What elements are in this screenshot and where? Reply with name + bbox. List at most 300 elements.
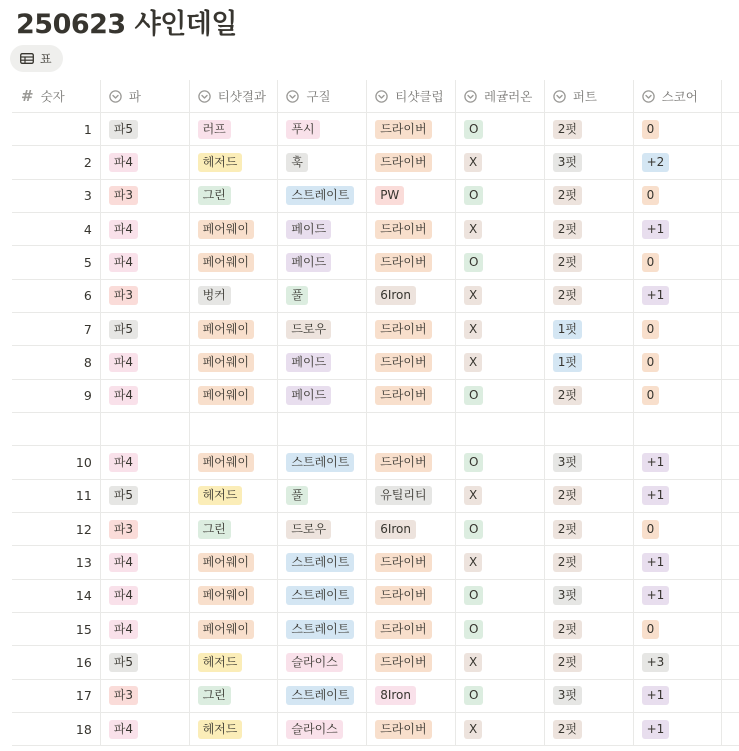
- cell-tee-result[interactable]: [190, 380, 279, 412]
- column-header-par[interactable]: [101, 80, 190, 112]
- tag-score: 0: [642, 320, 660, 339]
- tag-tee-club: 드라이버: [375, 353, 431, 372]
- cell-par[interactable]: [101, 346, 190, 378]
- cell-gir[interactable]: [456, 380, 545, 412]
- cell-putt[interactable]: [545, 113, 634, 145]
- tag-par: 파4: [109, 586, 138, 605]
- tag-par: 파4: [109, 720, 138, 739]
- cell-tee-club[interactable]: [367, 413, 456, 445]
- tag-tee-club: 드라이버: [375, 553, 431, 572]
- select-chevron-icon: [464, 90, 477, 103]
- select-chevron-icon: [375, 90, 388, 103]
- cell-gir[interactable]: [456, 113, 545, 145]
- cell-tee-result[interactable]: [190, 513, 279, 545]
- tag-score: +1: [642, 686, 670, 705]
- tag-tee-result: 페어웨이: [198, 353, 254, 372]
- table-row[interactable]: [12, 480, 739, 513]
- tag-tee-club: 유틸리티: [375, 486, 431, 505]
- tag-score: +2: [642, 153, 670, 172]
- cell-putt[interactable]: [545, 680, 634, 712]
- cell-spacer: [722, 113, 739, 145]
- cell-gir[interactable]: [456, 513, 545, 545]
- cell-par[interactable]: [101, 713, 190, 745]
- cell-tee-club[interactable]: [367, 346, 456, 378]
- cell-score[interactable]: [634, 313, 723, 345]
- tag-ball-flight: 풀: [286, 286, 308, 305]
- cell-number[interactable]: 18: [12, 713, 101, 745]
- cell-tee-result[interactable]: [190, 613, 279, 645]
- tag-gir: O: [464, 453, 483, 472]
- cell-tee-club[interactable]: [367, 546, 456, 578]
- cell-score[interactable]: [634, 713, 723, 745]
- column-header-label: 레귤러온: [484, 89, 533, 104]
- tag-tee-club: 드라이버: [375, 453, 431, 472]
- cell-putt[interactable]: [545, 413, 634, 445]
- cell-number[interactable]: 15: [12, 613, 101, 645]
- cell-ball-flight[interactable]: [278, 113, 367, 145]
- cell-number[interactable]: 6: [12, 280, 101, 312]
- tag-tee-club: 드라이버: [375, 253, 431, 272]
- cell-ball-flight[interactable]: [278, 480, 367, 512]
- cell-ball-flight[interactable]: [278, 180, 367, 212]
- table-row[interactable]: [12, 580, 739, 613]
- tag-tee-club: 8Iron: [375, 686, 416, 705]
- cell-gir[interactable]: [456, 546, 545, 578]
- column-header-gir[interactable]: [456, 80, 545, 112]
- tag-ball-flight: 스트레이트: [286, 686, 354, 705]
- select-chevron-icon: [553, 90, 566, 103]
- cell-number[interactable]: 13: [12, 546, 101, 578]
- tag-tee-result: 페어웨이: [198, 620, 254, 639]
- cell-number[interactable]: 4: [12, 213, 101, 245]
- tag-tee-club: PW: [375, 186, 404, 205]
- cell-tee-club[interactable]: [367, 113, 456, 145]
- cell-tee-club[interactable]: [367, 313, 456, 345]
- tag-score: +1: [642, 486, 670, 505]
- cell-tee-result[interactable]: [190, 213, 279, 245]
- cell-spacer: [722, 580, 739, 612]
- tag-tee-result: 페어웨이: [198, 453, 254, 472]
- tag-score: 0: [642, 120, 660, 139]
- cell-putt[interactable]: [545, 546, 634, 578]
- cell-spacer: [722, 680, 739, 712]
- cell-putt[interactable]: [545, 180, 634, 212]
- page-title: 250623 샤인데일: [16, 9, 237, 40]
- tag-tee-club: 드라이버: [375, 320, 431, 339]
- cell-ball-flight[interactable]: [278, 380, 367, 412]
- tag-tee-result: 페어웨이: [198, 386, 254, 405]
- tag-putt: 2펏: [553, 486, 582, 505]
- tag-gir: O: [464, 520, 483, 539]
- column-header-tee-result[interactable]: [190, 80, 279, 112]
- cell-number[interactable]: 7: [12, 313, 101, 345]
- tag-ball-flight: 훅: [286, 153, 308, 172]
- cell-number[interactable]: 17: [12, 680, 101, 712]
- cell-par[interactable]: [101, 113, 190, 145]
- cell-number[interactable]: 14: [12, 580, 101, 612]
- tag-par: 파3: [109, 686, 138, 705]
- tag-tee-club: 드라이버: [375, 653, 431, 672]
- tag-score: +1: [642, 220, 670, 239]
- tag-score: +1: [642, 286, 670, 305]
- cell-par[interactable]: [101, 213, 190, 245]
- column-header-number[interactable]: [12, 80, 101, 112]
- cell-tee-club[interactable]: [367, 380, 456, 412]
- cell-putt[interactable]: [545, 213, 634, 245]
- cell-spacer: [722, 246, 739, 278]
- cell-score[interactable]: [634, 680, 723, 712]
- cell-score[interactable]: [634, 380, 723, 412]
- tag-ball-flight: 페이드: [286, 253, 331, 272]
- cell-score[interactable]: [634, 413, 723, 445]
- table-body: [12, 113, 739, 746]
- cell-number[interactable]: 2: [12, 146, 101, 178]
- tag-score: +1: [642, 553, 670, 572]
- cell-score[interactable]: [634, 113, 723, 145]
- cell-putt[interactable]: [545, 346, 634, 378]
- cell-ball-flight[interactable]: [278, 313, 367, 345]
- cell-tee-club[interactable]: [367, 680, 456, 712]
- tag-putt: 2펏: [553, 720, 582, 739]
- table-row[interactable]: [12, 113, 739, 146]
- table-row[interactable]: [12, 646, 739, 679]
- tag-tee-result: 헤저드: [198, 653, 243, 672]
- cell-gir[interactable]: [456, 580, 545, 612]
- tag-tee-result: 헤저드: [198, 153, 243, 172]
- cell-tee-result[interactable]: [190, 546, 279, 578]
- tag-putt: 3펏: [553, 153, 582, 172]
- cell-score[interactable]: [634, 513, 723, 545]
- tag-gir: X: [464, 720, 482, 739]
- cell-score[interactable]: [634, 180, 723, 212]
- cell-number[interactable]: 12: [12, 513, 101, 545]
- tag-ball-flight: 슬라이스: [286, 653, 342, 672]
- cell-tee-result[interactable]: [190, 413, 279, 445]
- cell-ball-flight[interactable]: [278, 613, 367, 645]
- cell-spacer: [722, 346, 739, 378]
- cell-number[interactable]: 16: [12, 646, 101, 678]
- cell-tee-club[interactable]: [367, 480, 456, 512]
- cell-putt[interactable]: [545, 313, 634, 345]
- tag-score: 0: [642, 253, 660, 272]
- cell-tee-club[interactable]: [367, 646, 456, 678]
- cell-tee-result[interactable]: [190, 313, 279, 345]
- table-row[interactable]: [12, 280, 739, 313]
- tag-par: 파5: [109, 320, 138, 339]
- cell-ball-flight[interactable]: [278, 680, 367, 712]
- cell-tee-result[interactable]: [190, 680, 279, 712]
- cell-spacer: [722, 280, 739, 312]
- table-row[interactable]: [12, 713, 739, 746]
- cell-putt[interactable]: [545, 446, 634, 478]
- tag-gir: O: [464, 120, 483, 139]
- cell-par[interactable]: [101, 613, 190, 645]
- cell-gir[interactable]: [456, 346, 545, 378]
- cell-tee-result[interactable]: [190, 713, 279, 745]
- cell-ball-flight[interactable]: [278, 713, 367, 745]
- cell-putt[interactable]: [545, 146, 634, 178]
- tag-gir: O: [464, 586, 483, 605]
- tag-tee-result: 그린: [198, 186, 231, 205]
- cell-ball-flight[interactable]: [278, 413, 367, 445]
- tag-tee-result: 페어웨이: [198, 586, 254, 605]
- tag-ball-flight: 스트레이트: [286, 453, 354, 472]
- cell-gir[interactable]: [456, 446, 545, 478]
- cell-tee-club[interactable]: [367, 713, 456, 745]
- tag-putt: 3펏: [553, 586, 582, 605]
- table-row[interactable]: [12, 180, 739, 213]
- view-tab-table[interactable]: [10, 45, 63, 72]
- table-row[interactable]: [12, 346, 739, 379]
- table-row[interactable]: [12, 546, 739, 579]
- tag-gir: X: [464, 486, 482, 505]
- cell-number[interactable]: 3: [12, 180, 101, 212]
- tag-putt: 2펏: [553, 386, 582, 405]
- table-row[interactable]: [12, 680, 739, 713]
- cell-par[interactable]: [101, 646, 190, 678]
- table-header: [12, 80, 739, 113]
- cell-putt[interactable]: [545, 713, 634, 745]
- cell-score[interactable]: [634, 213, 723, 245]
- tag-tee-club: 6Iron: [375, 520, 416, 539]
- tag-par: 파4: [109, 553, 138, 572]
- cell-gir[interactable]: [456, 213, 545, 245]
- cell-score[interactable]: [634, 613, 723, 645]
- column-header-label: 숫자: [40, 89, 65, 104]
- cell-score[interactable]: [634, 280, 723, 312]
- cell-par[interactable]: [101, 246, 190, 278]
- cell-score[interactable]: [634, 346, 723, 378]
- column-header-score[interactable]: [634, 80, 723, 112]
- cell-gir[interactable]: [456, 280, 545, 312]
- cell-number[interactable]: 11: [12, 480, 101, 512]
- table-row[interactable]: [12, 380, 739, 413]
- column-header-putt[interactable]: [545, 80, 634, 112]
- cell-spacer: [722, 713, 739, 745]
- tag-putt: 1펏: [553, 353, 582, 372]
- cell-spacer: [722, 446, 739, 478]
- cell-tee-club[interactable]: [367, 246, 456, 278]
- tag-tee-club: 드라이버: [375, 720, 431, 739]
- table-row[interactable]: [12, 513, 739, 546]
- cell-gir[interactable]: [456, 713, 545, 745]
- table-icon: [20, 53, 34, 64]
- select-chevron-icon: [286, 90, 299, 103]
- cell-gir[interactable]: [456, 480, 545, 512]
- cell-tee-club[interactable]: [367, 213, 456, 245]
- view-tab-label: 표: [40, 52, 52, 66]
- cell-par[interactable]: [101, 180, 190, 212]
- tag-ball-flight: 페이드: [286, 386, 331, 405]
- tag-score: +3: [642, 653, 670, 672]
- cell-par[interactable]: [101, 546, 190, 578]
- table-row-empty[interactable]: [12, 413, 739, 446]
- cell-score[interactable]: [634, 546, 723, 578]
- cell-tee-club[interactable]: [367, 580, 456, 612]
- cell-ball-flight[interactable]: [278, 646, 367, 678]
- table-row[interactable]: [12, 613, 739, 646]
- cell-spacer: [722, 180, 739, 212]
- tag-tee-result: 페어웨이: [198, 220, 254, 239]
- cell-gir[interactable]: [456, 246, 545, 278]
- cell-tee-result[interactable]: [190, 446, 279, 478]
- cell-gir[interactable]: [456, 680, 545, 712]
- cell-score[interactable]: [634, 580, 723, 612]
- tag-tee-club: 드라이버: [375, 386, 431, 405]
- cell-putt[interactable]: [545, 613, 634, 645]
- cell-tee-club[interactable]: [367, 180, 456, 212]
- tag-ball-flight: 스트레이트: [286, 586, 354, 605]
- table-row[interactable]: [12, 246, 739, 279]
- cell-par[interactable]: [101, 280, 190, 312]
- cell-tee-result[interactable]: [190, 346, 279, 378]
- cell-number[interactable]: 5: [12, 246, 101, 278]
- cell-number[interactable]: 9: [12, 380, 101, 412]
- cell-spacer: [722, 413, 739, 445]
- cell-tee-club[interactable]: [367, 146, 456, 178]
- tag-gir: X: [464, 220, 482, 239]
- table-row[interactable]: [12, 213, 739, 246]
- column-header-tee-club[interactable]: [367, 80, 456, 112]
- cell-tee-result[interactable]: [190, 480, 279, 512]
- tag-putt: 2펏: [553, 520, 582, 539]
- cell-tee-club[interactable]: [367, 613, 456, 645]
- tag-par: 파4: [109, 353, 138, 372]
- cell-score[interactable]: [634, 146, 723, 178]
- tag-par: 파5: [109, 120, 138, 139]
- column-header-label: 스코어: [661, 89, 698, 104]
- cell-ball-flight[interactable]: [278, 546, 367, 578]
- cell-tee-result[interactable]: [190, 246, 279, 278]
- cell-gir[interactable]: [456, 413, 545, 445]
- cell-putt[interactable]: [545, 280, 634, 312]
- tag-putt: 2펏: [553, 553, 582, 572]
- tag-par: 파3: [109, 186, 138, 205]
- column-header-label: 티샷결과: [217, 89, 266, 104]
- cell-ball-flight[interactable]: [278, 246, 367, 278]
- cell-tee-result[interactable]: [190, 146, 279, 178]
- cell-spacer: [722, 646, 739, 678]
- tag-score: 0: [642, 353, 660, 372]
- tag-ball-flight: 스트레이트: [286, 553, 354, 572]
- cell-putt[interactable]: [545, 380, 634, 412]
- cell-ball-flight[interactable]: [278, 580, 367, 612]
- tag-gir: O: [464, 620, 483, 639]
- table-row[interactable]: [12, 446, 739, 479]
- tag-putt: 2펏: [553, 253, 582, 272]
- cell-score[interactable]: [634, 480, 723, 512]
- cell-score[interactable]: [634, 246, 723, 278]
- cell-tee-result[interactable]: [190, 580, 279, 612]
- cell-gir[interactable]: [456, 646, 545, 678]
- tag-gir: O: [464, 686, 483, 705]
- tag-putt: 2펏: [553, 186, 582, 205]
- tag-tee-club: 드라이버: [375, 153, 431, 172]
- tag-tee-club: 드라이버: [375, 586, 431, 605]
- column-header-ball-flight[interactable]: [278, 80, 367, 112]
- cell-putt[interactable]: [545, 580, 634, 612]
- tag-putt: 1펏: [553, 320, 582, 339]
- cell-tee-result[interactable]: [190, 113, 279, 145]
- select-chevron-icon: [642, 90, 655, 103]
- cell-ball-flight[interactable]: [278, 513, 367, 545]
- cell-ball-flight[interactable]: [278, 280, 367, 312]
- table-row[interactable]: [12, 313, 739, 346]
- tag-gir: X: [464, 153, 482, 172]
- cell-ball-flight[interactable]: [278, 213, 367, 245]
- tag-gir: X: [464, 553, 482, 572]
- cell-putt[interactable]: [545, 480, 634, 512]
- cell-ball-flight[interactable]: [278, 146, 367, 178]
- cell-ball-flight[interactable]: [278, 346, 367, 378]
- database-table: [12, 80, 739, 746]
- cell-gir[interactable]: [456, 313, 545, 345]
- select-chevron-icon: [109, 90, 122, 103]
- cell-gir[interactable]: [456, 180, 545, 212]
- tag-par: 파4: [109, 220, 138, 239]
- cell-tee-result[interactable]: [190, 280, 279, 312]
- cell-number[interactable]: [12, 413, 101, 445]
- tag-tee-club: 드라이버: [375, 120, 431, 139]
- tag-gir: X: [464, 286, 482, 305]
- cell-ball-flight[interactable]: [278, 446, 367, 478]
- cell-putt[interactable]: [545, 646, 634, 678]
- cell-spacer: [722, 546, 739, 578]
- tag-tee-result: 페어웨이: [198, 553, 254, 572]
- cell-par[interactable]: [101, 313, 190, 345]
- cell-tee-club[interactable]: [367, 280, 456, 312]
- cell-par[interactable]: [101, 380, 190, 412]
- tag-gir: X: [464, 353, 482, 372]
- tag-ball-flight: 풀: [286, 486, 308, 505]
- cell-par[interactable]: [101, 580, 190, 612]
- tag-par: 파4: [109, 153, 138, 172]
- cell-number[interactable]: 10: [12, 446, 101, 478]
- table-row[interactable]: [12, 146, 739, 179]
- cell-tee-result[interactable]: [190, 646, 279, 678]
- cell-score[interactable]: [634, 446, 723, 478]
- cell-spacer: [722, 213, 739, 245]
- cell-tee-club[interactable]: [367, 446, 456, 478]
- tag-tee-result: 벙커: [198, 286, 231, 305]
- tag-gir: O: [464, 186, 483, 205]
- cell-par[interactable]: [101, 680, 190, 712]
- cell-par[interactable]: [101, 480, 190, 512]
- cell-par[interactable]: [101, 413, 190, 445]
- column-header-label: 파: [128, 89, 141, 104]
- cell-number[interactable]: 8: [12, 346, 101, 378]
- cell-putt[interactable]: [545, 246, 634, 278]
- column-header-label: 구질: [306, 89, 331, 104]
- hash-icon: #: [21, 87, 34, 105]
- cell-gir[interactable]: [456, 146, 545, 178]
- tag-gir: O: [464, 386, 483, 405]
- cell-par[interactable]: [101, 446, 190, 478]
- cell-par[interactable]: [101, 146, 190, 178]
- cell-number[interactable]: 1: [12, 113, 101, 145]
- column-header-label: 티샷클럽: [395, 89, 444, 104]
- cell-par[interactable]: [101, 513, 190, 545]
- cell-score[interactable]: [634, 646, 723, 678]
- tag-par: 파5: [109, 653, 138, 672]
- select-chevron-icon: [198, 90, 211, 103]
- cell-spacer: [722, 380, 739, 412]
- cell-tee-result[interactable]: [190, 180, 279, 212]
- cell-putt[interactable]: [545, 513, 634, 545]
- cell-gir[interactable]: [456, 613, 545, 645]
- tag-tee-club: 6Iron: [375, 286, 416, 305]
- cell-tee-club[interactable]: [367, 513, 456, 545]
